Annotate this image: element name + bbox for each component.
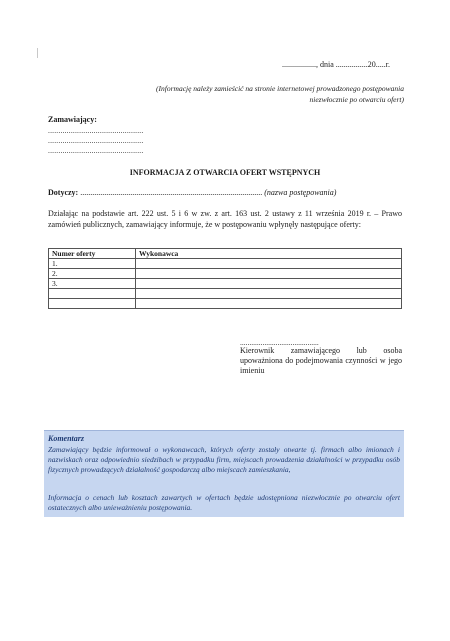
document-title: INFORMACJA Z OTWARCIA OFERT WSTĘPNYCH bbox=[129, 168, 321, 177]
subject-label: Dotyczy: bbox=[48, 188, 79, 197]
column-header-contractor: Wykonawca bbox=[136, 249, 402, 259]
contractor-cell bbox=[136, 269, 402, 279]
table-row bbox=[49, 279, 402, 289]
table-row bbox=[49, 259, 402, 269]
comment-paragraph: Informacja o cenach lub kosztach zawartych w ofertach będzie udostępniona niezwłocznie po otwarciu ofert ostatecznych albo unieważnieniu postępowania. bbox=[48, 493, 400, 512]
offer-number-cell: 2. bbox=[49, 269, 136, 279]
subject-dots: ........................................................................................... bbox=[78, 188, 263, 197]
publication-note-line: (Informację należy zamieścić na stronie internetowej prowadzonego postępowania bbox=[156, 84, 404, 93]
contracting-authority-line: .............................................. bbox=[48, 136, 144, 145]
offer-number-cell bbox=[49, 299, 136, 309]
contracting-authority-label: Zamawiający: bbox=[48, 115, 97, 124]
contractor-cell bbox=[136, 279, 402, 289]
publication-note-line: niezwłocznie po otwarciu ofert) bbox=[309, 94, 404, 104]
contractor-cell bbox=[136, 299, 402, 309]
table-row bbox=[49, 299, 402, 309]
contractor-cell bbox=[136, 289, 402, 299]
legal-basis-paragraph: Działając na podstawie art. 222 ust. 5 i 6 w zw. z art. 163 ust. 2 ustawy z 11 września 2019 r. – Prawo zamówień publicznych, zamawiający informuje, że w postępowaniu wpłynęły następujące oferty: bbox=[48, 209, 402, 229]
table-row bbox=[49, 269, 402, 279]
date-line: ................., dnia ................20.....r. bbox=[282, 60, 390, 69]
signature-caption: Kierownik zamawiającego lub osoba upoważniona do podejmowania czynności w jego imieniu bbox=[240, 346, 402, 375]
comment-box bbox=[44, 430, 404, 517]
offers-table bbox=[48, 248, 402, 309]
publication-note bbox=[100, 84, 404, 105]
column-header-offer-number: Numer oferty bbox=[49, 249, 136, 259]
subject-line bbox=[48, 188, 336, 197]
contracting-authority-line: .............................................. bbox=[48, 146, 144, 155]
offer-number-cell bbox=[49, 289, 136, 299]
offer-number-cell: 1. bbox=[49, 259, 136, 269]
table-row bbox=[49, 289, 402, 299]
margin-marker bbox=[37, 48, 38, 58]
signature-line: .......................................... bbox=[240, 338, 319, 347]
contracting-authority-line: .............................................. bbox=[48, 126, 144, 135]
subject-hint: (nazwa postępowania) bbox=[264, 188, 337, 197]
comment-paragraph: Zamawiający będzie informował o wykonawcach, których oferty zostały otwarte tj. firmach albo imionach i nazwiskach oraz odpowiednio siedzibach w przypadku firm, miejscach prowadzenia działalności w przypadku osób fizycznych prowadzących działalność gospodarczą albo miejscach zamieszkania, bbox=[48, 445, 400, 474]
contractor-cell bbox=[136, 259, 402, 269]
table-header-row bbox=[49, 249, 402, 259]
offer-number-cell: 3. bbox=[49, 279, 136, 289]
comment-title: Komentarz bbox=[48, 434, 85, 443]
